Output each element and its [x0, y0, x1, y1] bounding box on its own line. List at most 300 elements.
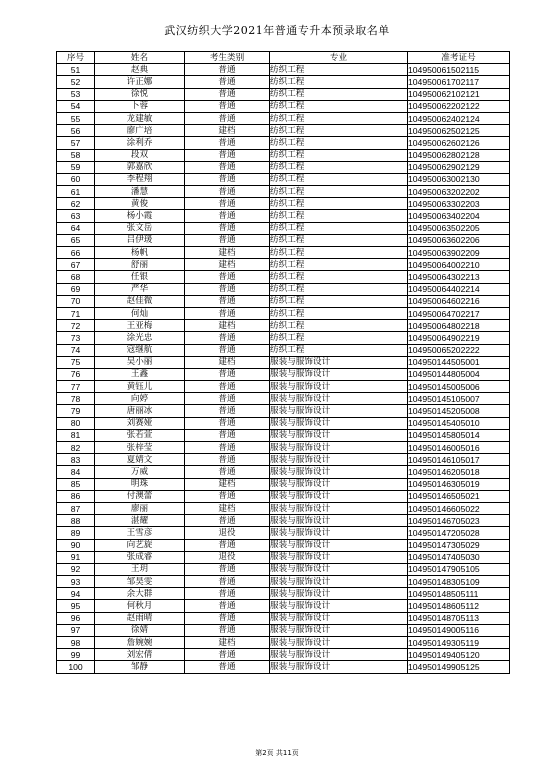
category-cell: 普通	[185, 563, 270, 575]
major-cell: 服装与服饰设计	[270, 466, 408, 478]
name-cell: 刘赛娅	[95, 417, 185, 429]
name-cell: 李程翔	[95, 173, 185, 185]
name-cell: 徐婧	[95, 624, 185, 636]
table-row	[57, 344, 510, 356]
exam-number-cell: 104950148505111	[408, 588, 510, 600]
major-cell: 服装与服饰设计	[270, 588, 408, 600]
table-row	[57, 368, 510, 380]
serial-cell: 95	[57, 600, 95, 612]
serial-cell: 53	[57, 88, 95, 100]
serial-cell: 87	[57, 502, 95, 514]
table-row	[57, 624, 510, 636]
major-cell: 服装与服饰设计	[270, 576, 408, 588]
serial-cell: 83	[57, 454, 95, 466]
name-cell: 黄钰儿	[95, 381, 185, 393]
name-cell: 刘宏倩	[95, 649, 185, 661]
category-cell: 普通	[185, 381, 270, 393]
category-cell: 普通	[185, 405, 270, 417]
exam-number-cell: 104950146705023	[408, 515, 510, 527]
major-cell: 服装与服饰设计	[270, 624, 408, 636]
name-cell: 向艺旋	[95, 539, 185, 551]
table-row	[57, 112, 510, 124]
name-cell: 詹婉婉	[95, 637, 185, 649]
name-cell: 湛耀	[95, 515, 185, 527]
category-cell: 普通	[185, 198, 270, 210]
category-cell: 退役	[185, 527, 270, 539]
category-cell: 普通	[185, 112, 270, 124]
name-cell: 徐悦	[95, 88, 185, 100]
exam-number-cell: 104950062202122	[408, 100, 510, 112]
exam-number-cell: 104950147205028	[408, 527, 510, 539]
category-cell: 普通	[185, 64, 270, 76]
category-cell: 建档	[185, 247, 270, 259]
table-row	[57, 637, 510, 649]
exam-number-cell: 104950147305029	[408, 539, 510, 551]
exam-number-cell: 104950146005016	[408, 442, 510, 454]
name-cell: 黄俊	[95, 198, 185, 210]
serial-cell: 67	[57, 259, 95, 271]
major-cell: 纺织工程	[270, 112, 408, 124]
name-cell: 王玥	[95, 563, 185, 575]
column-header-major: 专业	[270, 52, 408, 64]
exam-number-cell: 104950063302203	[408, 198, 510, 210]
table-row	[57, 198, 510, 210]
table-row	[57, 612, 510, 624]
table-row	[57, 125, 510, 137]
major-cell: 服装与服饰设计	[270, 417, 408, 429]
table-row	[57, 588, 510, 600]
major-cell: 服装与服饰设计	[270, 600, 408, 612]
table-row	[57, 502, 510, 514]
major-cell: 纺织工程	[270, 332, 408, 344]
name-cell: 段双	[95, 149, 185, 161]
category-cell: 普通	[185, 454, 270, 466]
exam-number-cell: 104950063902209	[408, 247, 510, 259]
table-row	[57, 417, 510, 429]
table-row	[57, 76, 510, 88]
major-cell: 服装与服饰设计	[270, 551, 408, 563]
major-cell: 服装与服饰设计	[270, 381, 408, 393]
serial-cell: 96	[57, 612, 95, 624]
exam-number-cell: 104950144505001	[408, 356, 510, 368]
serial-cell: 78	[57, 393, 95, 405]
serial-cell: 66	[57, 247, 95, 259]
table-row	[57, 515, 510, 527]
category-cell: 普通	[185, 88, 270, 100]
name-cell: 王雪彦	[95, 527, 185, 539]
serial-cell: 74	[57, 344, 95, 356]
table-row	[57, 307, 510, 319]
category-cell: 普通	[185, 515, 270, 527]
exam-number-cell: 104950063002130	[408, 173, 510, 185]
exam-number-cell: 104950064402214	[408, 283, 510, 295]
major-cell: 服装与服饰设计	[270, 429, 408, 441]
exam-number-cell: 104950062902129	[408, 161, 510, 173]
name-cell: 赵雨晴	[95, 612, 185, 624]
major-cell: 服装与服饰设计	[270, 490, 408, 502]
exam-number-cell: 104950063402204	[408, 210, 510, 222]
category-cell: 普通	[185, 149, 270, 161]
serial-cell: 69	[57, 283, 95, 295]
serial-cell: 64	[57, 222, 95, 234]
table-row	[57, 320, 510, 332]
category-cell: 普通	[185, 576, 270, 588]
exam-number-cell: 104950145405010	[408, 417, 510, 429]
major-cell: 服装与服饰设计	[270, 454, 408, 466]
category-cell: 普通	[185, 210, 270, 222]
exam-number-cell: 104950148605112	[408, 600, 510, 612]
serial-cell: 76	[57, 368, 95, 380]
major-cell: 服装与服饰设计	[270, 539, 408, 551]
serial-cell: 79	[57, 405, 95, 417]
category-cell: 普通	[185, 173, 270, 185]
exam-number-cell: 104950144805004	[408, 368, 510, 380]
category-cell: 普通	[185, 100, 270, 112]
name-cell: 郭嘉欣	[95, 161, 185, 173]
exam-number-cell: 104950063602206	[408, 234, 510, 246]
exam-number-cell: 104950062802128	[408, 149, 510, 161]
name-cell: 向婷	[95, 393, 185, 405]
category-cell: 普通	[185, 612, 270, 624]
major-cell: 纺织工程	[270, 198, 408, 210]
category-cell: 普通	[185, 417, 270, 429]
serial-cell: 85	[57, 478, 95, 490]
major-cell: 纺织工程	[270, 125, 408, 137]
major-cell: 纺织工程	[270, 295, 408, 307]
exam-number-cell: 104950064702217	[408, 307, 510, 319]
name-cell: 杨小霞	[95, 210, 185, 222]
exam-number-cell: 104950064902219	[408, 332, 510, 344]
category-cell: 退役	[185, 551, 270, 563]
name-cell: 赵佳微	[95, 295, 185, 307]
exam-number-cell: 104950061502115	[408, 64, 510, 76]
table-row	[57, 295, 510, 307]
table-row	[57, 600, 510, 612]
category-cell: 普通	[185, 332, 270, 344]
table-row	[57, 356, 510, 368]
exam-number-cell: 104950145805014	[408, 429, 510, 441]
table-row	[57, 88, 510, 100]
serial-cell: 55	[57, 112, 95, 124]
serial-cell: 99	[57, 649, 95, 661]
name-cell: 张若萱	[95, 429, 185, 441]
exam-number-cell: 104950146505021	[408, 490, 510, 502]
table-row	[57, 442, 510, 454]
exam-number-cell: 104950064802218	[408, 320, 510, 332]
category-cell: 普通	[185, 76, 270, 88]
category-cell: 普通	[185, 283, 270, 295]
serial-cell: 62	[57, 198, 95, 210]
serial-cell: 100	[57, 661, 95, 673]
major-cell: 服装与服饰设计	[270, 612, 408, 624]
name-cell: 王亚梅	[95, 320, 185, 332]
exam-number-cell: 104950149405120	[408, 649, 510, 661]
name-cell: 严华	[95, 283, 185, 295]
category-cell: 普通	[185, 161, 270, 173]
major-cell: 纺织工程	[270, 186, 408, 198]
name-cell: 邹昊雯	[95, 576, 185, 588]
exam-number-cell: 104950146205018	[408, 466, 510, 478]
exam-number-cell: 104950065202222	[408, 344, 510, 356]
major-cell: 服装与服饰设计	[270, 649, 408, 661]
exam-number-cell: 104950062502125	[408, 125, 510, 137]
category-cell: 建档	[185, 125, 270, 137]
major-cell: 纺织工程	[270, 76, 408, 88]
table-row	[57, 466, 510, 478]
table-row	[57, 405, 510, 417]
category-cell: 建档	[185, 356, 270, 368]
page-footer: 第2页 共11页	[255, 749, 299, 757]
serial-cell: 93	[57, 576, 95, 588]
column-header-serial: 序号	[57, 52, 95, 64]
exam-number-cell: 104950145105007	[408, 393, 510, 405]
serial-cell: 51	[57, 64, 95, 76]
name-cell: 明珠	[95, 478, 185, 490]
table-row	[57, 234, 510, 246]
exam-number-cell: 104950146605022	[408, 502, 510, 514]
category-cell: 普通	[185, 393, 270, 405]
name-cell: 涂利乔	[95, 137, 185, 149]
major-cell: 服装与服饰设计	[270, 637, 408, 649]
exam-number-cell: 104950149005116	[408, 624, 510, 636]
exam-number-cell: 104950064002210	[408, 259, 510, 271]
serial-cell: 56	[57, 125, 95, 137]
serial-cell: 71	[57, 307, 95, 319]
major-cell: 服装与服饰设计	[270, 563, 408, 575]
major-cell: 服装与服饰设计	[270, 368, 408, 380]
category-cell: 普通	[185, 186, 270, 198]
major-cell: 服装与服饰设计	[270, 527, 408, 539]
exam-number-cell: 104950062102121	[408, 88, 510, 100]
name-cell: 卜蓉	[95, 100, 185, 112]
table-row	[57, 332, 510, 344]
name-cell: 夏婧文	[95, 454, 185, 466]
major-cell: 纺织工程	[270, 64, 408, 76]
category-cell: 普通	[185, 295, 270, 307]
serial-cell: 63	[57, 210, 95, 222]
table-row	[57, 527, 510, 539]
category-cell: 普通	[185, 490, 270, 502]
table-row	[57, 149, 510, 161]
serial-cell: 77	[57, 381, 95, 393]
category-cell: 普通	[185, 222, 270, 234]
category-cell: 建档	[185, 320, 270, 332]
serial-cell: 92	[57, 563, 95, 575]
name-cell: 许正娜	[95, 76, 185, 88]
column-header-name: 姓名	[95, 52, 185, 64]
name-cell: 吕伊瑗	[95, 234, 185, 246]
category-cell: 普通	[185, 600, 270, 612]
serial-cell: 57	[57, 137, 95, 149]
exam-number-cell: 104950148705113	[408, 612, 510, 624]
table-row	[57, 64, 510, 76]
major-cell: 纺织工程	[270, 137, 408, 149]
name-cell: 万威	[95, 466, 185, 478]
category-cell: 普通	[185, 624, 270, 636]
exam-number-cell: 104950147905105	[408, 563, 510, 575]
table-row	[57, 661, 510, 673]
serial-cell: 72	[57, 320, 95, 332]
page-title: 武汉纺织大学2021年普通专升本预录取名单	[164, 24, 390, 37]
table-row	[57, 259, 510, 271]
category-cell: 建档	[185, 259, 270, 271]
name-cell: 王鑫	[95, 368, 185, 380]
serial-cell: 98	[57, 637, 95, 649]
serial-cell: 75	[57, 356, 95, 368]
admission-table	[56, 51, 510, 674]
major-cell: 纺织工程	[270, 100, 408, 112]
column-header-category: 考生类别	[185, 52, 270, 64]
table-body	[57, 64, 510, 673]
name-cell: 何灿	[95, 307, 185, 319]
major-cell: 纺织工程	[270, 283, 408, 295]
table-row	[57, 247, 510, 259]
serial-cell: 86	[57, 490, 95, 502]
major-cell: 纺织工程	[270, 247, 408, 259]
major-cell: 服装与服饰设计	[270, 502, 408, 514]
table-row	[57, 222, 510, 234]
major-cell: 纺织工程	[270, 161, 408, 173]
name-cell: 潘慧	[95, 186, 185, 198]
exam-number-cell: 104950062602126	[408, 137, 510, 149]
table-row	[57, 490, 510, 502]
serial-cell: 54	[57, 100, 95, 112]
table-row	[57, 161, 510, 173]
major-cell: 纺织工程	[270, 320, 408, 332]
serial-cell: 52	[57, 76, 95, 88]
serial-cell: 68	[57, 271, 95, 283]
exam-number-cell: 104950063202202	[408, 186, 510, 198]
major-cell: 纺织工程	[270, 173, 408, 185]
exam-number-cell: 104950145205008	[408, 405, 510, 417]
category-cell: 普通	[185, 649, 270, 661]
name-cell: 杨帆	[95, 247, 185, 259]
name-cell: 舒丽	[95, 259, 185, 271]
serial-cell: 61	[57, 186, 95, 198]
exam-number-cell: 104950149305119	[408, 637, 510, 649]
category-cell: 普通	[185, 307, 270, 319]
major-cell: 纺织工程	[270, 259, 408, 271]
category-cell: 普通	[185, 368, 270, 380]
table-row	[57, 271, 510, 283]
serial-cell: 88	[57, 515, 95, 527]
serial-cell: 65	[57, 234, 95, 246]
major-cell: 服装与服饰设计	[270, 661, 408, 673]
name-cell: 赵典	[95, 64, 185, 76]
category-cell: 普通	[185, 234, 270, 246]
name-cell: 张成睿	[95, 551, 185, 563]
major-cell: 纺织工程	[270, 271, 408, 283]
name-cell: 唐丽冰	[95, 405, 185, 417]
name-cell: 张文岳	[95, 222, 185, 234]
name-cell: 何秋月	[95, 600, 185, 612]
table-row	[57, 137, 510, 149]
major-cell: 服装与服饰设计	[270, 356, 408, 368]
table-row	[57, 186, 510, 198]
serial-cell: 70	[57, 295, 95, 307]
table-row	[57, 210, 510, 222]
major-cell: 纺织工程	[270, 149, 408, 161]
category-cell: 普通	[185, 344, 270, 356]
exam-number-cell: 104950146305019	[408, 478, 510, 490]
exam-number-cell: 104950064602216	[408, 295, 510, 307]
name-cell: 涂光忠	[95, 332, 185, 344]
serial-cell: 91	[57, 551, 95, 563]
category-cell: 建档	[185, 478, 270, 490]
category-cell: 建档	[185, 502, 270, 514]
serial-cell: 84	[57, 466, 95, 478]
major-cell: 纺织工程	[270, 88, 408, 100]
name-cell: 廖广培	[95, 125, 185, 137]
exam-number-cell: 104950145005006	[408, 381, 510, 393]
exam-number-cell: 104950062402124	[408, 112, 510, 124]
exam-number-cell: 104950146105017	[408, 454, 510, 466]
table-row	[57, 551, 510, 563]
category-cell: 普通	[185, 442, 270, 454]
table-row	[57, 576, 510, 588]
name-cell: 张梓莹	[95, 442, 185, 454]
name-cell: 邹静	[95, 661, 185, 673]
table-row	[57, 100, 510, 112]
category-cell: 普通	[185, 588, 270, 600]
serial-cell: 73	[57, 332, 95, 344]
name-cell: 寇继航	[95, 344, 185, 356]
table-row	[57, 539, 510, 551]
table-row	[57, 478, 510, 490]
category-cell: 普通	[185, 539, 270, 551]
exam-number-cell: 104950147405030	[408, 551, 510, 563]
exam-number-cell: 104950064302213	[408, 271, 510, 283]
name-cell: 付澳蕾	[95, 490, 185, 502]
serial-cell: 89	[57, 527, 95, 539]
column-header-exam-number: 准考证号	[408, 52, 510, 64]
serial-cell: 58	[57, 149, 95, 161]
table-row	[57, 429, 510, 441]
major-cell: 纺织工程	[270, 222, 408, 234]
serial-cell: 60	[57, 173, 95, 185]
name-cell: 龙建敏	[95, 112, 185, 124]
major-cell: 服装与服饰设计	[270, 442, 408, 454]
major-cell: 服装与服饰设计	[270, 405, 408, 417]
serial-cell: 94	[57, 588, 95, 600]
major-cell: 服装与服饰设计	[270, 515, 408, 527]
category-cell: 普通	[185, 466, 270, 478]
exam-number-cell: 104950148305109	[408, 576, 510, 588]
exam-number-cell: 104950061702117	[408, 76, 510, 88]
table-row	[57, 563, 510, 575]
table-row	[57, 649, 510, 661]
table-row	[57, 393, 510, 405]
major-cell: 纺织工程	[270, 307, 408, 319]
major-cell: 服装与服饰设计	[270, 478, 408, 490]
name-cell: 任银	[95, 271, 185, 283]
name-cell: 余大群	[95, 588, 185, 600]
category-cell: 普通	[185, 137, 270, 149]
major-cell: 纺织工程	[270, 344, 408, 356]
serial-cell: 90	[57, 539, 95, 551]
serial-cell: 80	[57, 417, 95, 429]
table-row	[57, 283, 510, 295]
serial-cell: 82	[57, 442, 95, 454]
serial-cell: 59	[57, 161, 95, 173]
serial-cell: 81	[57, 429, 95, 441]
table-row	[57, 173, 510, 185]
table-row	[57, 381, 510, 393]
major-cell: 纺织工程	[270, 234, 408, 246]
major-cell: 纺织工程	[270, 210, 408, 222]
table-row	[57, 454, 510, 466]
table-header-row	[57, 52, 510, 64]
